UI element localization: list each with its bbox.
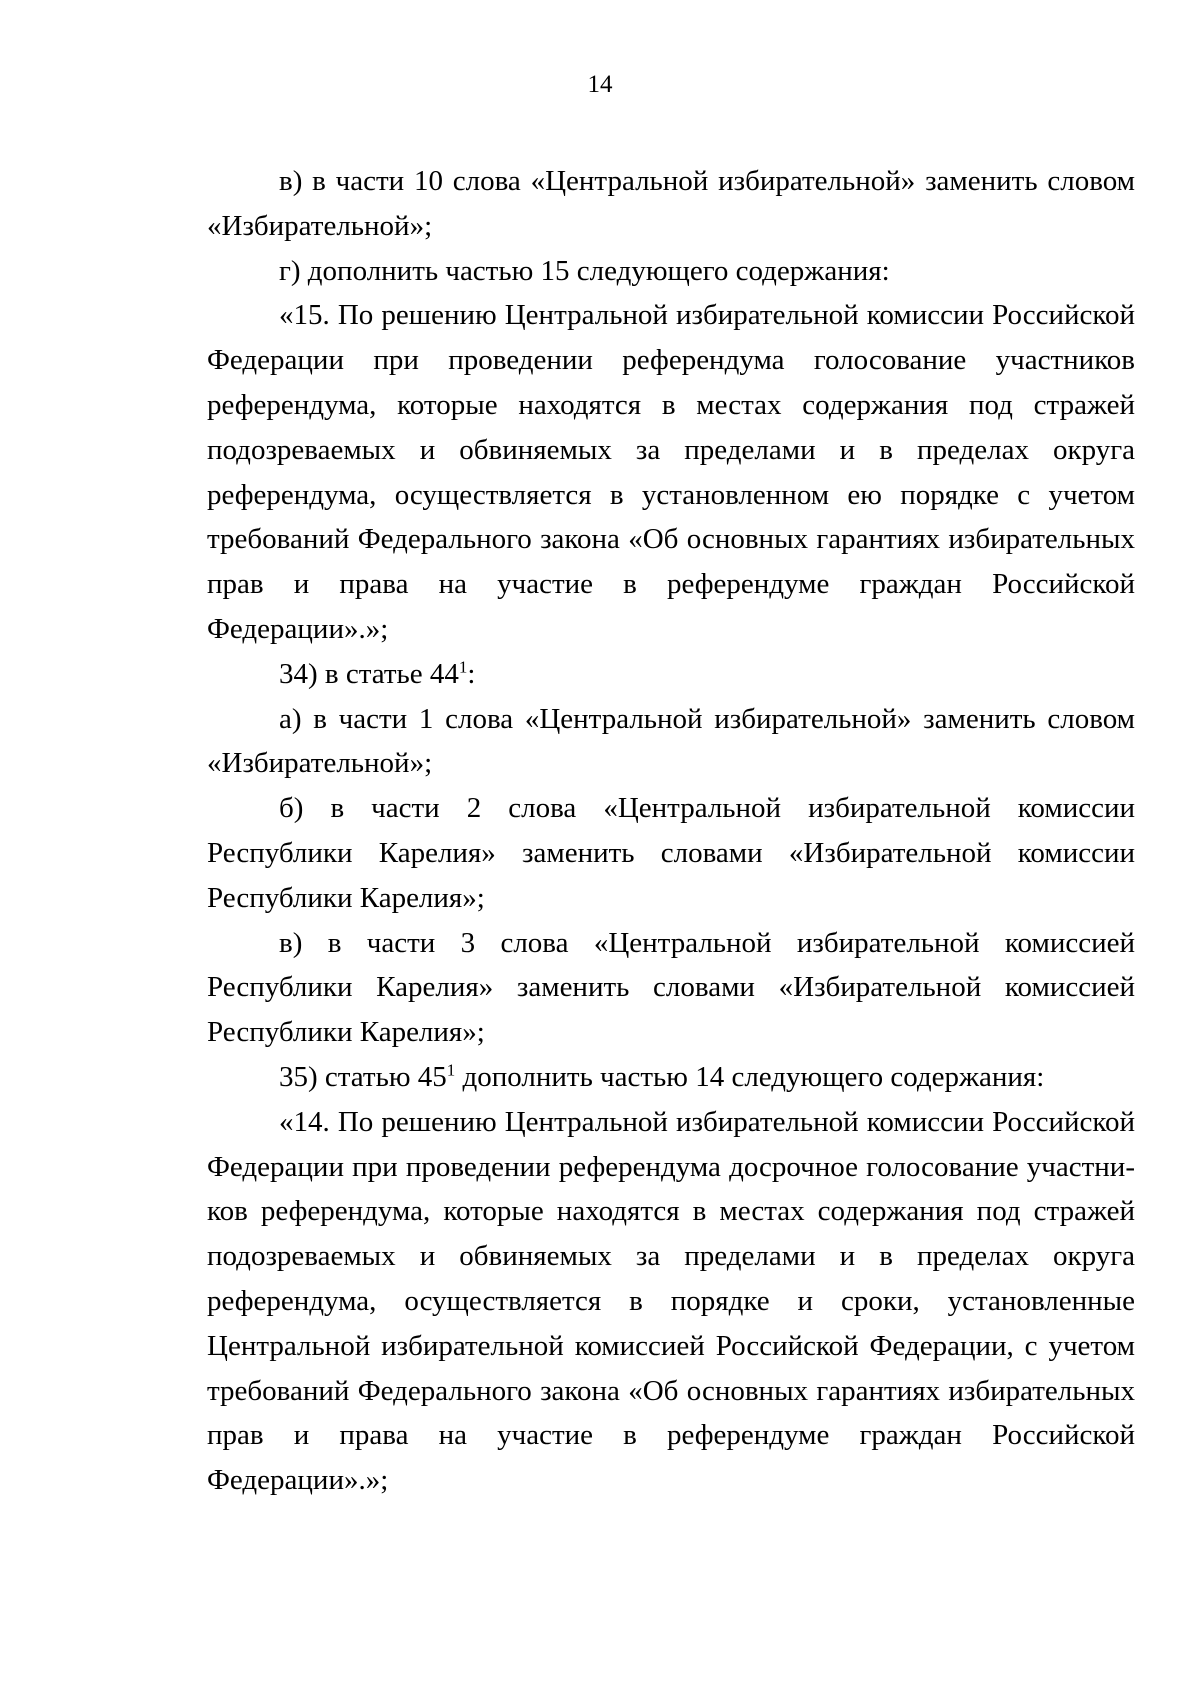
item-35-superscript: 1 xyxy=(446,1060,456,1080)
paragraph-item-34 xyxy=(207,652,1135,697)
paragraph-g-part-15: г) дополнить частью 15 следующего содержания: xyxy=(279,254,890,287)
item-35-suffix: дополнить частью 14 следующего содержания: xyxy=(455,1060,1045,1093)
document-body xyxy=(207,159,1135,1503)
paragraph-quote-14: «14. По решению Центральной избирательной комиссии Российской Федерации при проведении референдума досрочное голосование участников референдума, которые находятся в местах содержания под стражей подозреваемых и обвиняемых за пределами и в пределах округа референдума, осуществляется в порядке и сроки, установленные Центральной избирательной комиссией Российской Федерации, с учетом требований Федерального закона «Об основных гарантиях избирательных прав и права на участие в референдуме граждан Российской Федерации».»; xyxy=(207,1105,1135,1497)
item-34-superscript: 1 xyxy=(458,657,468,677)
item-34-suffix: : xyxy=(467,657,476,690)
page-number: 14 xyxy=(587,71,613,98)
paragraph-v-part-10: в) в части 10 слова «Центральной избирательной» заменить словом «Избирательной»; xyxy=(207,165,1135,242)
paragraph-item-35 xyxy=(207,1055,1135,1100)
paragraph-v-part-3: в) в части 3 слова «Центральной избирательной комиссией Республики Карелия» заменить словами «Избирательной комиссией Республики Карелия»; xyxy=(207,926,1135,1049)
item-34-text: 34) в статье 44 xyxy=(279,657,459,690)
paragraph-a-part-1: а) в части 1 слова «Центральной избирательной» заменить словом «Избирательной»; xyxy=(207,702,1135,780)
paragraph-b-part-2: б) в части 2 слова «Центральной избирательной комиссии Республики Карелия» заменить словами «Избирательной комиссии Республики Карелия»; xyxy=(207,792,1135,914)
item-35-text: 35) статью 45 xyxy=(279,1060,447,1093)
paragraph-quote-15: «15. По решению Центральной избирательной комиссии Российской Федерации при проведении референдума голосование участников референдума, которые находятся в местах содержания под стражей подозреваемых и обвиняемых за пределами и в пределах округа референдума, осуществляется в установленном ею порядке с учетом требований Федерального закона «Об основных гарантиях избирательных прав и права на участие в референдуме граждан Российской Федерации».»; xyxy=(207,299,1135,645)
